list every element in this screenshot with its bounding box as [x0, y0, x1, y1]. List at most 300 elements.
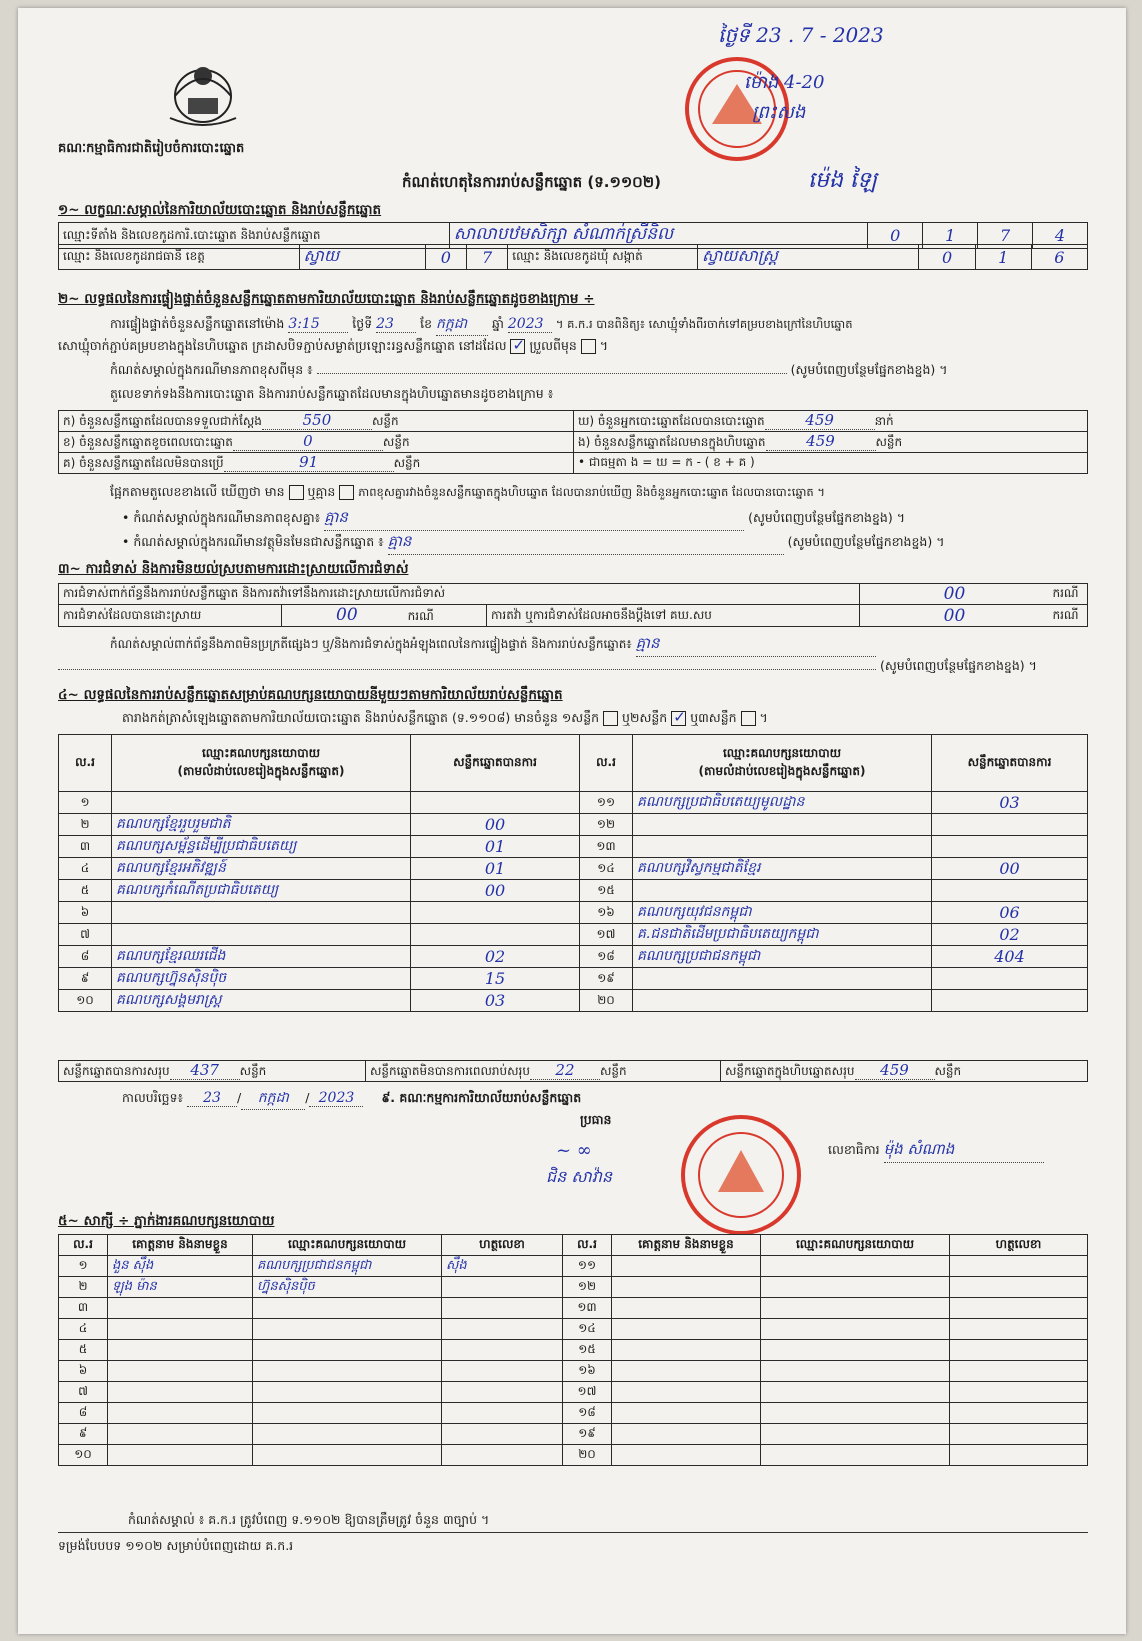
witness-party: ហ្វ៊ុនស៊ិនប៉ិច: [253, 1277, 442, 1298]
party-name: [633, 836, 932, 858]
witness-name[interactable]: [612, 1319, 761, 1340]
fill-back-note: (សូមបំពេញបន្ថែមផ្នែកខាងខ្នង) ។: [790, 362, 948, 377]
col-votes-header: សន្លឹកឆ្នោតបានការ: [411, 735, 580, 792]
unit-label: សន្លឹក: [599, 1064, 627, 1078]
row-number: ៤: [59, 858, 112, 880]
figures-row: [59, 411, 1088, 432]
witness-signature: [442, 1319, 563, 1340]
discrepancy-label-yes: ផ្អែកតាមតួលេខខាងលើ ឃើញថា មាន: [110, 484, 285, 499]
witness-row: [59, 1319, 1088, 1340]
row-number: ១៤: [563, 1319, 612, 1340]
party-name: [112, 924, 411, 946]
three-sheets-label: ឬ៣សន្លឹក: [690, 710, 737, 725]
party-votes: [932, 814, 1088, 836]
witness-signature[interactable]: [950, 1319, 1088, 1340]
total-valid-value: 437: [170, 1061, 240, 1080]
row-number: ១៨: [580, 946, 633, 968]
spoiled-ballots-value: 0: [233, 432, 383, 451]
row-number: ១៩: [563, 1424, 612, 1445]
party-name: [633, 880, 932, 902]
station-code-digit: 4: [1033, 223, 1088, 249]
total-box-cell: [721, 1061, 1088, 1082]
witness-name: [108, 1340, 253, 1361]
witness-name: [108, 1298, 253, 1319]
total-invalid-value: 22: [530, 1061, 600, 1080]
figures-intro: តួលេខទាក់ទងនឹងការបោះឆ្នោត និងការរាប់សន្លឹកឆ្នោតដែលមានក្នុងហិបឆ្នោតមានដូចខាងក្រោម ៖: [110, 386, 554, 401]
col-party-header: [112, 735, 411, 792]
tally-sheet-label: តារាងកត់ត្រាសំឡេងឆ្នោតតាមការិយាល័យបោះឆ្នោត និងរាប់សន្លឹកឆ្នោត (ទ.១១០៨) មានចំនួន ១សន្លឹក: [122, 710, 600, 725]
witness-name: [108, 1445, 253, 1466]
party-name: [633, 990, 932, 1012]
col-no-header: ល.រ: [563, 1235, 612, 1256]
three-sheets-checkbox[interactable]: [741, 711, 756, 726]
party-votes: 00: [411, 814, 580, 836]
verification-label-seals: ។ គ.ក.រ បានពិនិត្យ៖ សោឃ្មុំទាំងពីរចាក់ទៅគម្របខាងក្រៅនៃហិបឆ្នោត: [555, 317, 853, 331]
verification-label-year: ឆ្នាំ: [491, 316, 504, 331]
row-number: ១១: [580, 792, 633, 814]
row-number: ១៦: [580, 902, 633, 924]
row-number: ១១: [563, 1256, 612, 1277]
row-number: ៤: [59, 1319, 108, 1340]
unit-label: សន្លឹក: [382, 435, 410, 449]
party-name: គណបក្សវិស្វកម្មជាតិខ្មែរ: [633, 858, 932, 880]
row-number: ៦: [59, 1361, 108, 1382]
objection-count: 00: [860, 584, 1049, 605]
chair-label: ប្រធាន: [580, 1112, 612, 1127]
verification-seal-text: សោឃ្មុំចាក់ភ្ជាប់គម្របខាងក្នុងនៃហិបឆ្នោត ក្រដាសបិទភ្ជាប់សម្ងាត់ប្រឡោះរន្ធសន្លឹកឆ្នោត នៅដដែល: [58, 338, 507, 353]
unit-label: ករណី: [1048, 605, 1087, 627]
col-no-header: ល.រ: [59, 735, 112, 792]
stamp-time-note: ម៉ោង 4-20: [744, 72, 825, 93]
results-header-row: [59, 735, 1088, 792]
unchanged-checkbox[interactable]: [510, 339, 525, 354]
difference-note-label: កំណត់សម្គាល់ក្នុងករណីមានភាពខុសពីមុន ៖: [110, 362, 313, 377]
witness-signature[interactable]: [950, 1256, 1088, 1277]
witness-party[interactable]: [761, 1361, 950, 1382]
witness-name: ងួន ស៊ឹង: [108, 1256, 253, 1277]
secretary-label: លេខាធិការ: [828, 1142, 880, 1157]
unit-label: ករណី: [407, 609, 434, 623]
date-month: កក្កដា: [241, 1088, 305, 1110]
witness-signature: ស៊ឹង: [442, 1256, 563, 1277]
col-sign-header: ហត្ថលេខា: [950, 1235, 1088, 1256]
witness-name: [108, 1424, 253, 1445]
section4-title: ៤~ លទ្ធផលនៃការរាប់សន្លឹកឆ្នោតសម្រាប់គណបក្សនយោបាយនីមួយៗតាមការិយាល័យរាប់សន្លឹកឆ្នោត: [58, 687, 563, 703]
witness-party[interactable]: [761, 1256, 950, 1277]
party-name: គណបក្សយុវជនកម្ពុជា: [633, 902, 932, 924]
unit-label: សន្លឹក: [875, 435, 903, 449]
formula-cell: • ជាធម្មតា ង = ឃ = ក - ( ខ + គ ): [574, 453, 1088, 474]
witness-party: [253, 1298, 442, 1319]
row-number: ១: [59, 1256, 108, 1277]
province-table: [58, 244, 1088, 270]
unit-label: ករណី: [1048, 584, 1087, 605]
objections-table: [58, 583, 1088, 627]
total-invalid-label: សន្លឹកឆ្នោតមិនបានការពេលរាប់សរុប: [370, 1064, 530, 1078]
fill-back-note: (សូមបំពេញបន្ថែមផ្នែកខាងខ្នង) ។: [879, 658, 1037, 673]
section3-title: ៣~ ការជំទាស់ និងការមិនយល់ស្របតាមការដោះស្រាយលើការជំទាស់: [58, 561, 409, 577]
secretary-line: [828, 1140, 1044, 1163]
col-party-title: ឈ្មោះគណបក្សនយោបាយ: [201, 746, 321, 760]
witness-party[interactable]: [761, 1382, 950, 1403]
party-votes: [932, 990, 1088, 1012]
one-sheet-checkbox[interactable]: [603, 711, 618, 726]
section1-title: ១~ លក្ខណៈសម្គាល់នៃការិយាល័យបោះឆ្នោត និងរាប់សន្លឹកឆ្នោត: [58, 202, 382, 218]
witness-name[interactable]: [612, 1298, 761, 1319]
stamp-signature: ម៉េង ឡៃ: [808, 168, 877, 193]
row-number: ៩: [59, 968, 112, 990]
results-row: [59, 968, 1088, 990]
col-no-header: ល.រ: [580, 735, 633, 792]
committee-name: គណៈកម្មាធិការជាតិរៀបចំការបោះឆ្នោត: [58, 141, 245, 156]
witness-row: [59, 1382, 1088, 1403]
witness-signature: [442, 1424, 563, 1445]
row-number: ១៣: [580, 836, 633, 858]
witness-name[interactable]: [612, 1256, 761, 1277]
form-sheet: [18, 8, 1126, 1634]
signing-date-line: កាលបរិច្ឆេទ៖ 23 / កក្កដា / 2023 ៩. គណៈកម្មការការិយាល័យរាប់សន្លឹកឆ្នោត: [122, 1088, 581, 1110]
unit-label: សន្លឹក: [934, 1064, 962, 1078]
witness-party: [253, 1403, 442, 1424]
total-valid-cell: [59, 1061, 366, 1082]
witness-party: [253, 1445, 442, 1466]
difference-note-line: [110, 362, 947, 381]
witness-party: [253, 1424, 442, 1445]
witness-signature[interactable]: [950, 1298, 1088, 1319]
results-row: [59, 880, 1088, 902]
office-label: ៩. គណៈកម្មការការិយាល័យរាប់សន្លឹកឆ្នោត: [381, 1090, 582, 1105]
row-number: ១៥: [580, 880, 633, 902]
witness-party: [253, 1361, 442, 1382]
figures-row: [59, 432, 1088, 453]
total-box-value: 459: [855, 1061, 935, 1080]
witness-name: [108, 1403, 253, 1424]
results-row: [59, 792, 1088, 814]
col-votes-header: សន្លឹកឆ្នោតបានការ: [932, 735, 1088, 792]
discrepancy-yes-checkbox[interactable]: [289, 485, 304, 500]
row-number: ១៨: [563, 1403, 612, 1424]
office-stamp-icon: [678, 1112, 804, 1238]
witness-row: [59, 1298, 1088, 1319]
year-value: 2023: [508, 316, 552, 333]
witness-party: [253, 1319, 442, 1340]
witness-signature[interactable]: [950, 1277, 1088, 1298]
row-number: ២០: [563, 1445, 612, 1466]
irregularity-note-row-2: [58, 658, 1037, 677]
voters-value: 459: [765, 411, 875, 430]
witness-party: [253, 1340, 442, 1361]
station-code-digit: 1: [923, 223, 978, 249]
witness-row: [59, 1424, 1088, 1445]
witness-name[interactable]: [612, 1445, 761, 1466]
month-value: កក្កដា: [436, 314, 488, 336]
witness-signature: [442, 1403, 563, 1424]
row-number: ១៤: [580, 858, 633, 880]
party-votes: [932, 836, 1088, 858]
resolved-count: 00: [336, 605, 358, 625]
total-box-label: សន្លឹកឆ្នោតក្នុងហិបឆ្នោតសរុប: [725, 1064, 855, 1078]
row-number: ៧: [59, 924, 112, 946]
commune-code-digit: 1: [975, 245, 1031, 270]
row-number: ៨: [59, 946, 112, 968]
difference-note-value: គ្មាន: [324, 508, 744, 531]
totals-table: [58, 1060, 1088, 1082]
witness-party[interactable]: [761, 1277, 950, 1298]
figure-label: គ) ចំនួនសន្លឹកឆ្នោតដែលមិនបានប្រើ: [63, 456, 224, 470]
time-value: 3:15: [288, 316, 348, 333]
row-number: ២: [59, 1277, 108, 1298]
witness-party[interactable]: [761, 1319, 950, 1340]
form-title: កំណត់ហេតុនៃការរាប់សន្លឹកឆ្នោត (ទ.១១០២): [402, 173, 662, 191]
party-name: [633, 814, 932, 836]
col-name-header: គោត្តនាម និងនាមខ្លួន: [612, 1235, 761, 1256]
col-sign-header: ហត្ថលេខា: [442, 1235, 563, 1256]
difference-note-field[interactable]: [317, 373, 787, 374]
figure-label: ង) ចំនួនសន្លឹកឆ្នោតដែលមានក្នុងហិបឆ្នោត: [578, 435, 766, 449]
col-party-header: ឈ្មោះគណបក្សនយោបាយ: [761, 1235, 950, 1256]
witness-signature: [442, 1298, 563, 1319]
witness-party[interactable]: [761, 1403, 950, 1424]
witness-party[interactable]: [761, 1445, 950, 1466]
tally-sheet-count-line: តារាងកត់ត្រាសំឡេងឆ្នោតតាមការិយាល័យបោះឆ្នោត និងរាប់សន្លឹកឆ្នោត (ទ.១១០៨) មានចំនួន ១សន្លឹក ឬ២សន្លឹក ✓ ឬ៣សន្លឹក ។: [122, 710, 768, 729]
col-party-subtitle: (តាមលំដាប់លេខរៀងក្នុងសន្លឹកឆ្នោត): [698, 764, 866, 778]
party-votes: 03: [411, 990, 580, 1012]
figure-left-cell: [59, 453, 574, 474]
row-number: ៥: [59, 880, 112, 902]
figure-label: ឃ) ចំនួនអ្នកបោះឆ្នោតដែលបានបោះឆ្នោត: [578, 414, 765, 428]
changed-label: ប្រួលពីមុន: [529, 338, 577, 353]
unit-label: សន្លឹក: [239, 1064, 267, 1078]
col-party-header: [633, 735, 932, 792]
witness-signature[interactable]: [950, 1445, 1088, 1466]
witness-table: [58, 1234, 1088, 1466]
date-label: កាលបរិច្ឆេទ៖: [122, 1090, 184, 1105]
verification-line-1: [110, 314, 853, 336]
figure-label: ខ) ចំនួនសន្លឹកឆ្នោតខូចពេលបោះឆ្នោត: [63, 435, 233, 449]
total-invalid-cell: [366, 1061, 721, 1082]
figure-label: ក) ចំនួនសន្លឹកឆ្នោតដែលបានទទួលជាក់ស្តែង: [63, 414, 262, 428]
row-number: ១៧: [580, 924, 633, 946]
row-number: ៣: [59, 1298, 108, 1319]
witness-party[interactable]: [761, 1298, 950, 1319]
difference-note-row: [122, 508, 905, 531]
chair-signature: ~ ∞: [556, 1140, 592, 1161]
results-row: [59, 946, 1088, 968]
appeal-count: 00: [860, 605, 1049, 627]
fill-back-note: (សូមបំពេញបន្ថែមផ្នែកខាងខ្នង) ។: [787, 534, 945, 549]
irregularity-note-field[interactable]: [58, 669, 876, 670]
resolved-cell: [282, 605, 487, 627]
witness-row: [59, 1445, 1088, 1466]
party-name: គ.ជនជាតិដើមប្រជាធិបតេយ្យកម្ពុជា: [633, 924, 932, 946]
irregularity-note-row: [110, 634, 876, 657]
party-name: គណបក្សសង្គមរាស្ត្រ: [112, 990, 411, 1012]
row-number: ១៣: [563, 1298, 612, 1319]
chair-name: ជិន សាវ៉ាន: [546, 1167, 613, 1186]
row-number: ១២: [580, 814, 633, 836]
party-votes: 00: [932, 858, 1088, 880]
row-number: ១២: [563, 1277, 612, 1298]
figure-left-cell: [59, 411, 574, 432]
unused-ballots-value: 91: [224, 453, 394, 472]
party-name: គណបក្សកំណើតប្រជាធិបតេយ្យ: [112, 880, 411, 902]
row-number: ១៩: [580, 968, 633, 990]
results-row: [59, 990, 1088, 1012]
unit-label: នាក់: [874, 414, 894, 428]
section2-title: ២~ លទ្ធផលនៃការផ្ទៀងផ្ទាត់ចំនួនសន្លឹកឆ្នោតតាមការិយាល័យបោះឆ្នោត និងរាប់សន្លឹកឆ្នោតដូចខាងក្រោម ÷: [58, 291, 595, 307]
discrepancy-text: ភាពខុសគ្នារវាងចំនួនសន្លឹកឆ្នោតក្នុងហិបឆ្នោត ដែលបានរាប់ឃើញ និងចំនួនអ្នកបោះឆ្នោត ដែលបានបោះឆ្នោត ។: [358, 485, 825, 499]
witness-signature[interactable]: [950, 1382, 1088, 1403]
col-party-header: ឈ្មោះគណបក្សនយោបាយ: [253, 1235, 442, 1256]
witness-name[interactable]: [612, 1424, 761, 1445]
province-code-digit: 7: [466, 245, 507, 270]
fill-back-note: (សូមបំពេញបន្ថែមផ្នែកខាងខ្នង) ។: [748, 510, 905, 525]
witness-row: [59, 1361, 1088, 1382]
party-votes: 03: [932, 792, 1088, 814]
unit-label: សន្លឹក: [371, 414, 399, 428]
witness-signature: [442, 1361, 563, 1382]
witness-header-row: [59, 1235, 1088, 1256]
witness-name[interactable]: [612, 1403, 761, 1424]
col-no-header: ល.រ: [59, 1235, 108, 1256]
row-number: ១៥: [563, 1340, 612, 1361]
commune-label: ឈ្មោះ និងលេខកូដឃុំ សង្កាត់: [508, 245, 698, 270]
commune-code-digit: 0: [919, 245, 975, 270]
witness-signature: [442, 1445, 563, 1466]
row-number: ១០: [59, 990, 112, 1012]
section5-title: ៥~ សាក្សី ÷ ភ្នាក់ងារគណបក្សនយោបាយ: [58, 1213, 275, 1229]
province-label: ឈ្មោះ និងលេខកូដរាជធានី ខេត្ត: [59, 245, 300, 270]
row-number: ១៦: [563, 1361, 612, 1382]
party-name: គណបក្សខ្មែរឈរជើង: [112, 946, 411, 968]
verification-label-day: ថ្ងៃទី: [352, 316, 373, 331]
party-votes: 15: [411, 968, 580, 990]
row-number: ១: [59, 792, 112, 814]
results-row: [59, 836, 1088, 858]
party-name: [112, 792, 411, 814]
row-number: ៨: [59, 1403, 108, 1424]
station-code-digit: 0: [868, 223, 923, 249]
stamp-place-note: ព្រះសង: [752, 102, 806, 123]
difference-note-label: • កំណត់សម្គាល់ក្នុងករណីមានភាពខុសគ្នា៖: [122, 510, 321, 525]
extra-object-note-value: គ្មាន: [388, 532, 784, 555]
party-name: គណបក្សខ្មែររួបរួមជាតិ: [112, 814, 411, 836]
footnote: កំណត់សម្គាល់ ៖ គ.ក.រ ត្រូវបំពេញ ទ.១១០២ ឱ្យបានត្រឹមត្រូវ ចំនួន ៣ច្បាប់ ។: [128, 1512, 490, 1527]
stamp-date-note: ថ្ងៃទី 23 . 7 - 2023: [718, 23, 884, 47]
secretary-name: ម៉ុង សំណាង: [884, 1140, 1044, 1163]
party-votes: 02: [411, 946, 580, 968]
witness-party[interactable]: [761, 1340, 950, 1361]
results-row: [59, 902, 1088, 924]
party-votes: [932, 880, 1088, 902]
witness-signature[interactable]: [950, 1340, 1088, 1361]
party-votes: 404: [932, 946, 1088, 968]
verification-label-time: ការផ្ទៀងផ្ទាត់ចំនួនសន្លឹកឆ្នោតនៅម៉ោង: [110, 316, 285, 331]
col-party-subtitle: (តាមលំដាប់លេខរៀងក្នុងសន្លឹកឆ្នោត): [177, 764, 345, 778]
col-name-header: គោត្តនាម និងនាមខ្លួន: [108, 1235, 253, 1256]
changed-checkbox[interactable]: [581, 339, 596, 354]
row-number: ១០: [59, 1445, 108, 1466]
row-number: ៧: [59, 1382, 108, 1403]
row-number: ៣: [59, 836, 112, 858]
witness-name[interactable]: [612, 1277, 761, 1298]
party-votes: [411, 792, 580, 814]
row-number: ១៧: [563, 1382, 612, 1403]
row-number: ៦: [59, 902, 112, 924]
party-name: [112, 902, 411, 924]
witness-row: [59, 1340, 1088, 1361]
two-sheets-label: ឬ២សន្លឹក: [622, 710, 668, 725]
witness-name[interactable]: [612, 1340, 761, 1361]
results-row: [59, 924, 1088, 946]
discrepancy-no-checkbox[interactable]: [339, 485, 354, 500]
witness-party: គណបក្សប្រជាជនកម្ពុជា: [253, 1256, 442, 1277]
party-name: គណបក្សប្រជាជនកម្ពុជា: [633, 946, 932, 968]
witness-signature[interactable]: [950, 1403, 1088, 1424]
form-footer: ទម្រង់បែបបទ ១១០២ សម្រាប់បំពេញដោយ គ.ក.រ: [58, 1538, 294, 1553]
appeal-label: ការតវ៉ា ឬការជំទាស់ដែលអាចនឹងប្តឹងទៅ គឃ.សប: [487, 605, 860, 627]
day-value: 23: [376, 316, 416, 333]
total-valid-label: សន្លឹកឆ្នោតបានការសរុប: [63, 1064, 170, 1078]
party-votes: 01: [411, 836, 580, 858]
row-number: ៩: [59, 1424, 108, 1445]
results-row: [59, 858, 1088, 880]
commune-value: ស្វាយសាស្រ្ត: [697, 245, 918, 270]
extra-object-note-label: • កំណត់សម្គាល់ក្នុងករណីមានវត្ថុមិនមែនជាសន្លឹកឆ្នោត ៖: [122, 534, 384, 549]
witness-row: [59, 1256, 1088, 1277]
witness-party[interactable]: [761, 1424, 950, 1445]
witness-name: ឡុង ម៉ាន: [108, 1277, 253, 1298]
witness-row: [59, 1403, 1088, 1424]
nec-emblem-icon: [158, 52, 248, 132]
party-votes: 00: [411, 880, 580, 902]
party-votes: 02: [932, 924, 1088, 946]
two-sheets-checkbox[interactable]: [671, 711, 686, 726]
figure-right-cell: [574, 411, 1088, 432]
party-votes: [411, 902, 580, 924]
witness-signature[interactable]: [950, 1424, 1088, 1445]
witness-name: [108, 1319, 253, 1340]
irregularity-note-value: គ្មាន: [636, 634, 876, 657]
witness-name[interactable]: [612, 1361, 761, 1382]
station-code-digit: 7: [978, 223, 1033, 249]
objection-label: ការជំទាស់ពាក់ព័ន្ធនឹងការរាប់សន្លឹកឆ្នោត និងការតវ៉ាទៅនឹងការដោះស្រាយលើការជំទាស់: [59, 584, 860, 605]
province-code-digit: 0: [425, 245, 466, 270]
witness-row: [59, 1277, 1088, 1298]
discrepancy-label-no: ឬគ្មាន: [307, 484, 336, 499]
station-label: ឈ្មោះទីតាំង និងលេខកូដការិ.បោះឆ្នោត និងរាប់សន្លឹកឆ្នោត: [59, 223, 450, 249]
party-name: គណបក្សសម្ព័ន្ធដើម្បីប្រជាធិបតេយ្យ: [112, 836, 411, 858]
witness-signature: [442, 1382, 563, 1403]
party-votes: 01: [411, 858, 580, 880]
station-value: សាលាបឋមសិក្សា សំណាក់ស្រីនិល: [449, 223, 868, 249]
figure-right-cell: [574, 432, 1088, 453]
party-votes: [411, 924, 580, 946]
figures-row: [59, 453, 1088, 474]
figure-left-cell: [59, 432, 574, 453]
party-name: [633, 968, 932, 990]
date-year: 2023: [309, 1090, 363, 1107]
party-votes: [932, 968, 1088, 990]
ballots-in-box-value: 459: [766, 432, 876, 451]
witness-name[interactable]: [612, 1382, 761, 1403]
party-votes: 06: [932, 902, 1088, 924]
party-name: គណបក្សខ្មែរអភិវឌ្ឍន៍: [112, 858, 411, 880]
footer-divider: [58, 1532, 1088, 1533]
party-results-table: [58, 734, 1088, 1012]
witness-signature[interactable]: [950, 1361, 1088, 1382]
ballot-figures-table: [58, 410, 1088, 474]
